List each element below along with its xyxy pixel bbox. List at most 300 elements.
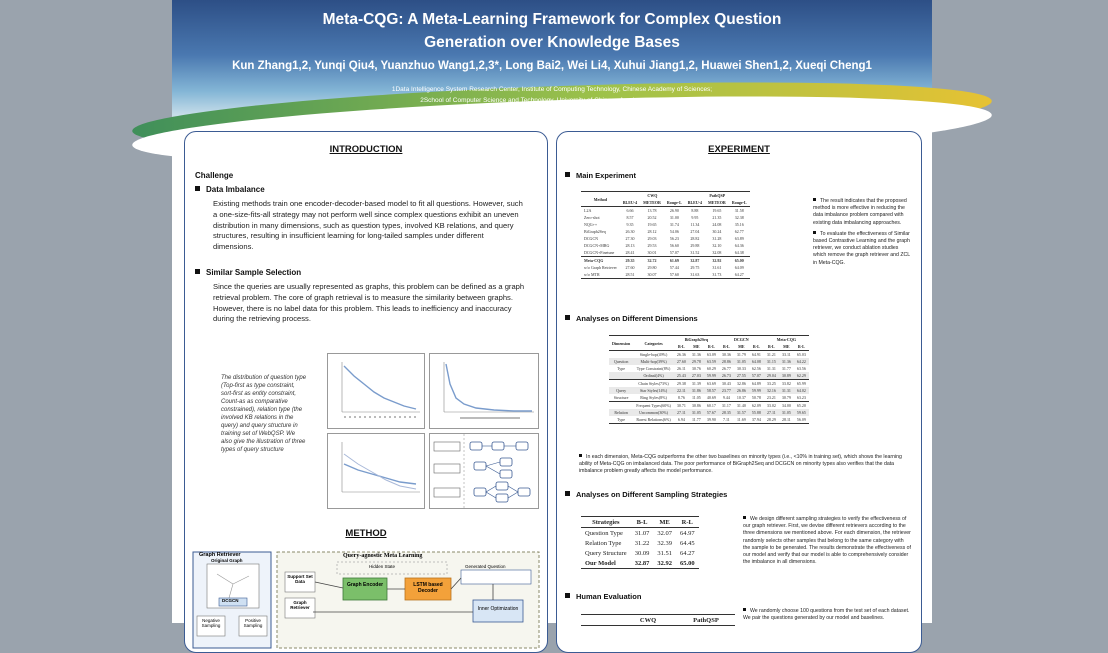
bullet-square-icon	[579, 454, 582, 457]
table-cell: 31.74	[669, 222, 679, 227]
table-cell: 31.15	[764, 358, 779, 365]
table-cell: 30.24	[712, 229, 722, 234]
table-row	[609, 402, 809, 410]
dcgcn-label: DCGCN	[222, 598, 239, 603]
table-cell: 63.09	[704, 351, 719, 359]
table-cell: w/o MTR	[581, 271, 620, 279]
table-cell: 6.66	[620, 207, 640, 215]
table-cell: 57.44	[669, 265, 679, 270]
table-cell: 26.11	[676, 366, 686, 371]
table-cell: 33.82	[779, 380, 794, 388]
table-cell: Structure	[613, 395, 629, 400]
main-results-body	[581, 207, 750, 279]
similar-sample-text: Since the queries are usually represented as graphs, this problem can be defined as a graph retrieval problem. The core of graph retrieval is to measure the similarity between graphs. However, there is no label data for this problem. This leads to inefficiency and inaccuracy during the retrieving process.	[213, 282, 525, 324]
affiliations	[172, 84, 932, 117]
table-cell	[609, 372, 633, 380]
table-cell: 22.11	[674, 387, 689, 394]
challenge-heading: Challenge	[195, 171, 234, 180]
method-title: METHOD	[345, 528, 387, 539]
table-cell: Question	[609, 358, 633, 365]
query-structure-graphs	[430, 434, 538, 508]
table-row	[581, 271, 750, 279]
distribution-curve-3	[328, 434, 424, 508]
note-item	[813, 231, 913, 267]
dimensions-body	[609, 351, 809, 424]
table-cell: 31.58	[729, 207, 750, 215]
table-row	[609, 409, 809, 416]
table-cell: 65.20	[794, 402, 809, 410]
sub-label: Main Experiment	[576, 171, 637, 180]
table-cell: 63.23	[796, 395, 806, 400]
table-cell: 29.03	[647, 236, 657, 241]
table-cell: 31.36	[779, 358, 794, 365]
table-cell: Chain Styles(73%)	[633, 380, 674, 388]
table-cell: 65.00	[676, 558, 699, 569]
introduction-panel	[184, 131, 548, 653]
table-row	[581, 558, 699, 569]
table-header: Rouge-L	[731, 200, 747, 205]
table-cell: 31.31	[779, 387, 794, 394]
human-eval-note	[743, 608, 911, 622]
table-header: BiGraph2Seq	[674, 336, 719, 344]
table-cell: 57.07	[749, 372, 764, 380]
table-cell	[609, 402, 633, 410]
table-row	[609, 351, 809, 359]
table-cell: 62.29	[794, 372, 809, 380]
table-header: BLEU-4	[687, 200, 703, 205]
table-cell: 31.28	[712, 236, 722, 241]
poster-header	[172, 0, 932, 122]
table-cell: 64.38	[734, 250, 744, 255]
table-cell: 32.39	[657, 539, 672, 547]
table-cell: Relation Type	[585, 539, 622, 547]
bullet-square-icon	[565, 491, 570, 496]
table-cell: Type Constraint(8%)	[636, 366, 671, 371]
table-cell: 31.05	[779, 409, 794, 416]
table-cell: w/o Graph Retriever	[584, 265, 617, 270]
sampling-table	[581, 516, 699, 569]
figure-question-type-distribution	[327, 353, 425, 429]
table-cell: 65.03	[794, 351, 809, 359]
table-cell: 20.52	[647, 215, 657, 220]
table-cell: 62.09	[749, 402, 764, 410]
table-cell: 63.69	[704, 380, 719, 388]
table-cell: 35.16	[734, 222, 744, 227]
bullet-label: Similar Sample Selection	[206, 268, 302, 277]
table-cell: 55.88	[749, 409, 764, 416]
table-cell: 30.76	[691, 366, 701, 371]
table-header: R-L	[752, 344, 760, 349]
table-header: B-L	[723, 344, 730, 349]
table-cell: Query	[609, 387, 633, 394]
table-cell: 63.89	[734, 236, 744, 241]
table-cell: 31.17	[719, 402, 734, 410]
table-cell: 37.94	[749, 416, 764, 424]
table-cell	[609, 380, 633, 388]
table-cell: 50.78	[751, 395, 761, 400]
table-cell: 32.86	[734, 380, 749, 388]
table-cell: 9.44	[722, 395, 730, 400]
table-cell: 11.69	[734, 416, 749, 424]
table-cell: Ordinal(4%)	[633, 372, 674, 380]
table-cell: BiGraph2Seq	[584, 229, 606, 234]
table-row	[581, 221, 750, 228]
table-header: ME	[783, 344, 790, 349]
table-cell: 63.59	[704, 358, 719, 365]
table-cell: 32.16	[764, 387, 779, 394]
table-cell: 6.94	[674, 416, 689, 424]
table-cell: 33.02	[764, 402, 779, 410]
table-row	[609, 358, 809, 365]
table-cell: 59.65	[794, 409, 809, 416]
table-cell: 28.35	[719, 409, 734, 416]
table-cell: 32.72	[640, 257, 664, 265]
experiment-panel	[556, 131, 922, 653]
distribution-curve-1	[328, 354, 424, 428]
table-cell: 28.41	[625, 250, 635, 255]
table-cell: 64.36	[734, 243, 744, 248]
lstm-decoder-label: LSTM based Decoder	[413, 582, 443, 594]
table-cell: DCGCN+Finetune	[584, 250, 615, 255]
table-cell: 26.73	[719, 372, 734, 380]
table-cell: 8.57	[626, 215, 634, 220]
table-cell: 30.89	[779, 372, 794, 380]
sub-label: Human Evaluation	[576, 592, 642, 601]
sub-label: Analyses on Different Dimensions	[576, 314, 698, 323]
table-cell: 28.12	[647, 229, 657, 234]
table-cell: 27.55	[734, 372, 749, 380]
table-cell: 31.77	[781, 366, 791, 371]
note-text: In each dimension, Meta-CQG outperforms the other two baselines on minority types (i.e., <10% in training set), which shows the learning ability of Meta-CQG on imbalanced data. The poor performance of BiGraph2Seq and DCGCN on minority types also verifies that the data imbalance problem greatly affects the model performance.	[579, 454, 902, 475]
table-cell: 40.69	[706, 395, 716, 400]
note-text: The result indicates that the proposed method is more effective in reducing the data imbalance problem compared with existing data imbalancing approaches.	[813, 198, 907, 226]
table-cell: 31.52	[690, 250, 700, 255]
table-cell: Uncommon(30%)	[633, 409, 674, 416]
bullet-label: Data Imbalance	[206, 185, 265, 194]
table-cell: 29.04	[764, 372, 779, 380]
table-cell: 7.11	[719, 416, 734, 424]
table-header: Rouge-L	[666, 200, 682, 205]
experiment-title: EXPERIMENT	[708, 144, 770, 155]
table-cell: 61.69	[664, 257, 685, 265]
table-header: Strategies	[581, 517, 631, 528]
table-cell: Multi-hop(39%)	[633, 358, 674, 365]
affiliation-2: 2School of Computer Science and Technology, University of Chinese Academy of Sciences;	[420, 97, 684, 104]
table-row	[609, 394, 809, 402]
main-results-table	[581, 191, 750, 279]
table-cell: 65.99	[794, 380, 809, 388]
table-header	[581, 615, 619, 626]
table-cell: 19.65	[705, 207, 729, 215]
affiliation-1: 1Data Intelligence System Research Center, Institute of Computing Technology, Chinese Academy of Sciences;	[391, 86, 713, 93]
table-cell: 33.11	[779, 351, 794, 359]
table-cell: 32.08	[712, 250, 722, 255]
table-header: ME	[738, 344, 745, 349]
table-row	[609, 365, 809, 372]
table-cell: 11.34	[690, 222, 700, 227]
table-cell: Star Styles(14%)	[633, 387, 674, 394]
bullet-square-icon	[565, 172, 570, 177]
table-cell: 27.30	[625, 236, 635, 241]
graph-encoder-label: Graph Encoder	[346, 582, 384, 588]
data-imbalance-text: Existing methods train one encoder-decoder-based model to fit all questions. However, such a one-size-fits-all strategy may not perform well since complex questions exhibit an uneven distribution in many dimensions, such as question types, involved KB relations, and query structures, resulting in insufficient learning for long-tailed samples under different dimensions.	[213, 199, 523, 252]
main-experiment-heading	[565, 171, 636, 180]
table-cell: 21.35	[712, 215, 722, 220]
table-cell: 30.86	[689, 402, 704, 410]
table-header: METEOR	[643, 200, 661, 205]
bullet-square-icon	[565, 593, 570, 598]
table-cell: 27.11	[764, 409, 779, 416]
table-cell: 26.77	[721, 366, 731, 371]
figure-caption: The distribution of question type (Top-first as type constraint, sort-first as entity constraint, Count-as as comparative constrained), relation type (the involved KB relations in the query) and query structure in training set of WebQSP. We also give the illustration of three types of query structure	[221, 375, 307, 453]
table-header: CWQ	[620, 192, 685, 200]
table-cell: 27.03	[689, 372, 704, 380]
table-cell: 30.36	[719, 351, 734, 359]
human-eval-heading	[565, 592, 641, 601]
table-header: B-L	[678, 344, 685, 349]
table-cell: 31.86	[689, 387, 704, 394]
table-cell: 28.51	[620, 271, 640, 279]
table-header: Method	[581, 192, 620, 207]
table-row	[581, 235, 750, 242]
distribution-curve-2	[430, 354, 538, 428]
table-cell: 13.78	[640, 207, 664, 215]
table-header: B-L	[631, 517, 654, 528]
note-text: To evaluate the effectiveness of Similar based Contrastive Learning and the graph retriever, we conduct ablation studies which remove the graph retriever and ZCL in Meta-CQG.	[813, 230, 910, 266]
affiliation-3: 3Big Data Academy, Zhongke; 4Baidu Inc.	[491, 108, 613, 115]
bullet-square-icon	[813, 231, 816, 234]
table-cell: 60.17	[704, 402, 719, 410]
table-cell: 28.86	[719, 358, 734, 365]
table-cell: 31.51	[657, 549, 672, 557]
table-row	[581, 257, 750, 265]
inner-optimization-label: Inner Optimization	[477, 606, 519, 612]
table-cell: 11.05	[691, 395, 701, 400]
table-header: ME	[693, 344, 700, 349]
poster-title-line1: Meta-CQG: A Meta-Learning Framework for Complex Question	[322, 11, 782, 28]
table-cell: 32.92	[653, 558, 676, 569]
table-cell: Rarest Relations(6%)	[633, 416, 674, 424]
graph-retriever-label: Graph Retriever	[199, 552, 241, 558]
human-eval-table	[581, 614, 735, 626]
table-row	[581, 249, 750, 257]
table-cell: 58.57	[704, 387, 719, 394]
sampling-heading	[565, 490, 727, 499]
table-cell: 57.07	[669, 250, 679, 255]
table-cell: 64.27	[729, 271, 750, 279]
sub-label: Analyses on Different Sampling Strategies	[576, 490, 728, 499]
table-cell: Relation	[609, 409, 633, 416]
table-row	[609, 416, 809, 424]
table-header: B-L	[768, 344, 775, 349]
table-cell: 32.10	[712, 243, 722, 248]
table-row	[581, 242, 750, 249]
table-cell: 27.60	[625, 265, 635, 270]
table-cell: Frequent Types(60%)	[633, 402, 674, 410]
table-cell: 26.86	[734, 387, 749, 394]
table-cell: 64.09	[734, 265, 744, 270]
table-cell: 27.60	[674, 358, 689, 365]
table-cell: 31.61	[712, 265, 722, 270]
table-cell: 11.77	[689, 416, 704, 424]
table-cell: 26.90	[664, 207, 685, 215]
table-cell: 62.56	[751, 366, 761, 371]
table-header: DCGCN	[719, 336, 764, 344]
table-cell: 31.36	[689, 351, 704, 359]
poster-title-line2: Generation over Knowledge Bases	[424, 34, 680, 51]
table-cell: 27.11	[674, 409, 689, 416]
table-cell: 64.45	[679, 539, 695, 547]
table-cell: 29.53	[647, 243, 657, 248]
figure-relation-type-distribution	[429, 353, 539, 429]
dimensions-table	[609, 335, 809, 424]
table-cell: 30.07	[640, 271, 664, 279]
bullet-square-icon	[743, 608, 746, 611]
table-cell: DCGCN	[584, 236, 599, 241]
table-cell: 10.37	[736, 395, 746, 400]
table-cell: 64.22	[794, 358, 809, 365]
table-cell: 31.73	[705, 271, 729, 279]
hidden-state-label: Hidden State	[369, 564, 396, 569]
sampling-body	[581, 528, 699, 569]
table-cell: 64.08	[749, 358, 764, 365]
table-cell: 31.00	[669, 215, 679, 220]
table-cell: 29.75	[690, 265, 700, 270]
table-cell: 32.38	[734, 215, 744, 220]
note-text: We randomly choose 100 questions from the test set of each dataset. We pair the questions generated by our model and baselines.	[743, 608, 910, 622]
table-header: PathQSP	[677, 615, 735, 626]
table-cell: 28.29	[764, 416, 779, 424]
table-cell: 64.89	[749, 380, 764, 388]
table-row	[609, 387, 809, 394]
table-row	[581, 538, 699, 548]
authors: Kun Zhang1,2, Yunqi Qiu4, Yuanzhuo Wang1,2,3*, Long Bai2, Wei Li4, Xuhui Jiang1,2, Huawei Shen1,2, Xueqi Cheng1	[232, 60, 872, 72]
table-header: CWQ	[619, 615, 677, 626]
table-cell: 30.09	[634, 549, 650, 557]
table-cell: 57.67	[704, 409, 719, 416]
table-cell: 31.63	[685, 271, 705, 279]
table-cell: 63.56	[796, 366, 806, 371]
table-header: ME	[653, 517, 676, 528]
table-cell: 32.87	[631, 558, 654, 569]
method-diagram	[193, 548, 539, 648]
poster	[172, 0, 932, 628]
table-cell: 29.78	[689, 358, 704, 365]
table-header: Categories	[633, 336, 674, 351]
table-row	[581, 548, 699, 558]
table-cell: 31.05	[734, 358, 749, 365]
table-cell: 23.77	[719, 387, 734, 394]
table-cell: Type	[609, 416, 633, 424]
table-header: METEOR	[708, 200, 726, 205]
negative-sampling-label: Negative Sampling	[201, 618, 221, 628]
table-cell: 39.90	[704, 416, 719, 424]
table-row	[581, 528, 699, 539]
meta-learning-label: Query-agnostic Meta Learning	[343, 553, 423, 559]
table-cell: Meta-CQG	[581, 257, 620, 265]
table-cell: 19.65	[647, 222, 657, 227]
bullet-square-icon	[565, 315, 570, 320]
table-cell: 62.77	[734, 229, 744, 234]
table-cell: 9.95	[691, 215, 699, 220]
table-cell: 31.40	[734, 402, 749, 410]
bullet-similar-sample	[195, 268, 301, 277]
table-cell: 26.36	[674, 351, 689, 359]
table-cell: Ring Styles(8%)	[640, 395, 667, 400]
note-item	[813, 198, 913, 227]
table-cell: 32.92	[705, 257, 729, 265]
table-cell: 31.05	[689, 409, 704, 416]
table-cell: 32.87	[685, 257, 705, 265]
table-cell: 56.60	[669, 243, 679, 248]
table-cell: 33.25	[764, 380, 779, 388]
table-cell: 60.29	[706, 366, 716, 371]
table-cell: 30.79	[781, 395, 791, 400]
table-cell: Question Type	[585, 529, 623, 537]
bullet-square-icon	[743, 516, 746, 519]
table-cell: 31.21	[764, 351, 779, 359]
table-cell: 28.82	[690, 236, 700, 241]
table-header: PathQSP	[685, 192, 750, 200]
figure-query-structure-illustration	[429, 433, 539, 509]
original-graph-label: Original Graph	[211, 558, 243, 563]
table-row	[581, 207, 750, 215]
table-cell: 30.33	[736, 366, 746, 371]
table-cell: 8.76	[677, 395, 685, 400]
table-cell: 30.71	[674, 402, 689, 410]
table-cell: Type	[617, 366, 626, 371]
table-header: Meta-CQG	[764, 336, 809, 344]
table-cell: 64.91	[749, 351, 764, 359]
graph-retriever-box-label: Graph Retriever	[290, 600, 310, 610]
dimensions-heading	[565, 314, 698, 323]
table-cell: 31.07	[634, 529, 650, 537]
bullet-square-icon	[195, 186, 200, 191]
table-row	[581, 264, 750, 271]
table-cell: Zero-shot	[584, 215, 600, 220]
table-cell: 59.99	[704, 372, 719, 380]
figure-query-structure-distribution	[327, 433, 425, 509]
table-cell: Query Structure	[585, 549, 627, 557]
table-cell: 29.35	[620, 257, 640, 265]
table-cell: 28.13	[625, 243, 635, 248]
table-cell: 29.38	[674, 380, 689, 388]
table-cell: NQG++	[584, 222, 598, 227]
table-cell: 59.99	[749, 387, 764, 394]
table-cell: 64.27	[679, 549, 695, 557]
table-cell: 29.80	[647, 265, 657, 270]
table-cell: 56.09	[794, 416, 809, 424]
main-experiment-notes	[813, 198, 913, 267]
table-cell: 54.06	[669, 229, 679, 234]
table-header: BLEU-4	[622, 200, 638, 205]
table-cell: 27.04	[690, 229, 700, 234]
support-set-label: Support Set Data	[287, 574, 313, 584]
table-cell: Single-hop(49%)	[633, 351, 674, 359]
table-row	[581, 214, 750, 221]
table-cell: L2A	[581, 207, 620, 215]
positive-sampling-label: Positive Sampling	[243, 618, 263, 628]
table-cell: 24.08	[712, 222, 722, 227]
table-cell: 31.57	[734, 409, 749, 416]
table-cell: 8.88	[685, 207, 705, 215]
table-cell: 28.11	[779, 416, 794, 424]
bullet-square-icon	[195, 269, 200, 274]
dimensions-note	[579, 454, 909, 476]
bullet-data-imbalance	[195, 185, 265, 194]
table-cell: 31.31	[766, 366, 776, 371]
table-cell: 30.01	[647, 250, 657, 255]
